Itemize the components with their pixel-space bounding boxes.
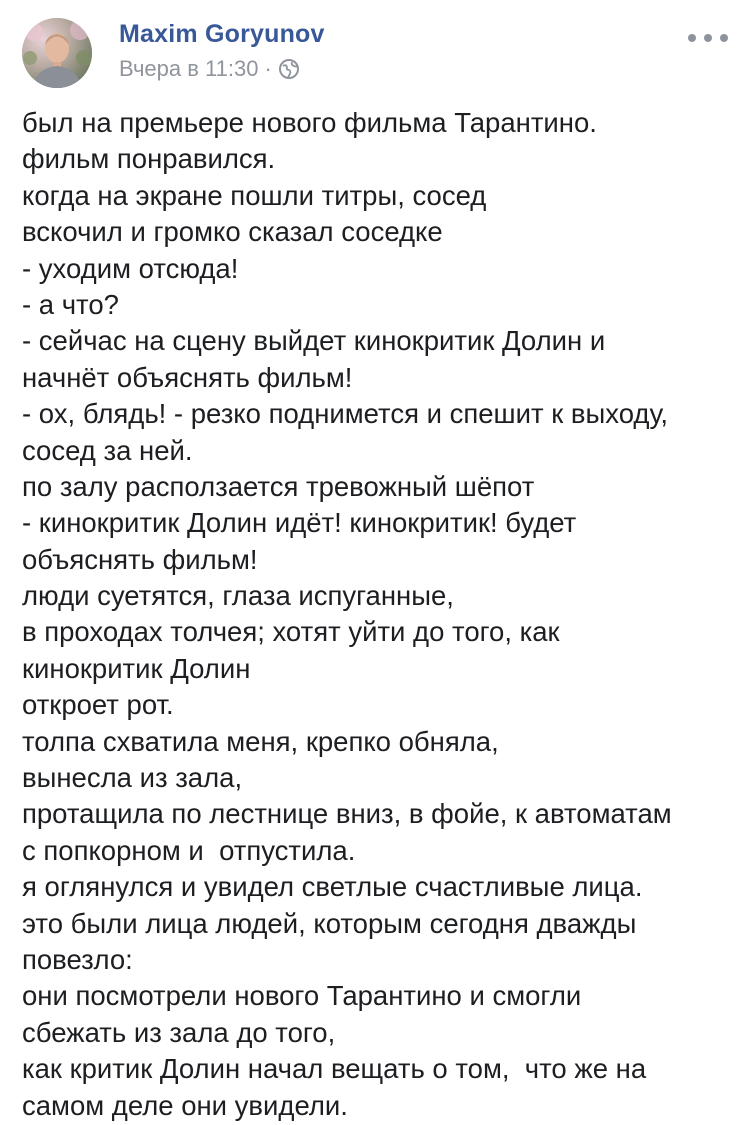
post-text-line: - сейчас на сцену выйдет кинокритик Долин и <box>22 325 606 357</box>
more-options-dot <box>704 34 712 42</box>
post-text-line: повезло: <box>22 943 133 975</box>
post-text-line: толпа схватила меня, крепко обняла, <box>22 725 499 757</box>
more-options-button[interactable] <box>688 26 728 50</box>
post-text-line: объяснять фильм! <box>22 543 258 575</box>
post-text-line: фильм понравился. <box>22 143 276 175</box>
post-text-line: - кинокритик Долин идёт! кинокритик! будет <box>22 507 577 539</box>
more-options-icon <box>688 34 696 42</box>
author-avatar[interactable] <box>22 18 92 88</box>
post-text-line: когда на экране пошли титры, сосед <box>22 179 487 211</box>
post-text-line: был на премьере нового фильма Тарантино. <box>22 107 597 138</box>
author-name-link[interactable]: Maxim Goryunov <box>119 20 325 48</box>
post-text-line: как критик Долин начал вещать о том, что же на <box>22 1053 647 1085</box>
post-text-line: я оглянулся и увидел светлые счастливые лица. <box>22 871 643 903</box>
globe-icon[interactable] <box>278 58 300 80</box>
post-meta <box>119 54 300 84</box>
post-text-line: начнёт объяснять фильм! <box>22 361 353 393</box>
meta-separator: · <box>264 56 272 81</box>
post-text-line: откроет рот. <box>22 689 174 721</box>
post-text-line: вскочил и громко сказал соседке <box>22 216 443 248</box>
post-text-line: в проходах толчея; хотят уйти до того, как <box>22 616 560 648</box>
post-text-line: кинокритик Долин <box>22 652 251 684</box>
more-options-dot <box>720 34 728 42</box>
post-text-line: протащила по лестнице вниз, в фойе, к автоматам <box>22 798 672 830</box>
post-text-line: сбежать из зала до того, <box>22 1016 336 1048</box>
post-text-line: по залу расползается тревожный шёпот <box>22 470 535 502</box>
post-text-line: вынесла из зала, <box>22 762 243 794</box>
post-text-line: они посмотрели нового Тарантино и смогли <box>22 980 582 1012</box>
post-text-line: с попкорном и отпустила. <box>22 834 356 866</box>
post-timestamp[interactable]: Вчера в 11:30 <box>119 56 259 81</box>
post-text-line: - уходим отсюда! <box>22 252 239 284</box>
post-text-line: это были лица людей, которым сегодня дважды <box>22 907 637 939</box>
post-text <box>22 105 734 1124</box>
avatar-photo-icon <box>22 18 92 88</box>
post-header <box>22 18 728 90</box>
post-text-line: самом деле они увидели. <box>22 1089 348 1121</box>
post-text-line: сосед за ней. <box>22 434 193 466</box>
post-text-line: - ох, блядь! - резко поднимется и спешит к выходу, <box>22 398 669 430</box>
post-text-line: люди суетятся, глаза испуганные, <box>22 580 454 612</box>
post-text-line: - а что? <box>22 288 119 320</box>
